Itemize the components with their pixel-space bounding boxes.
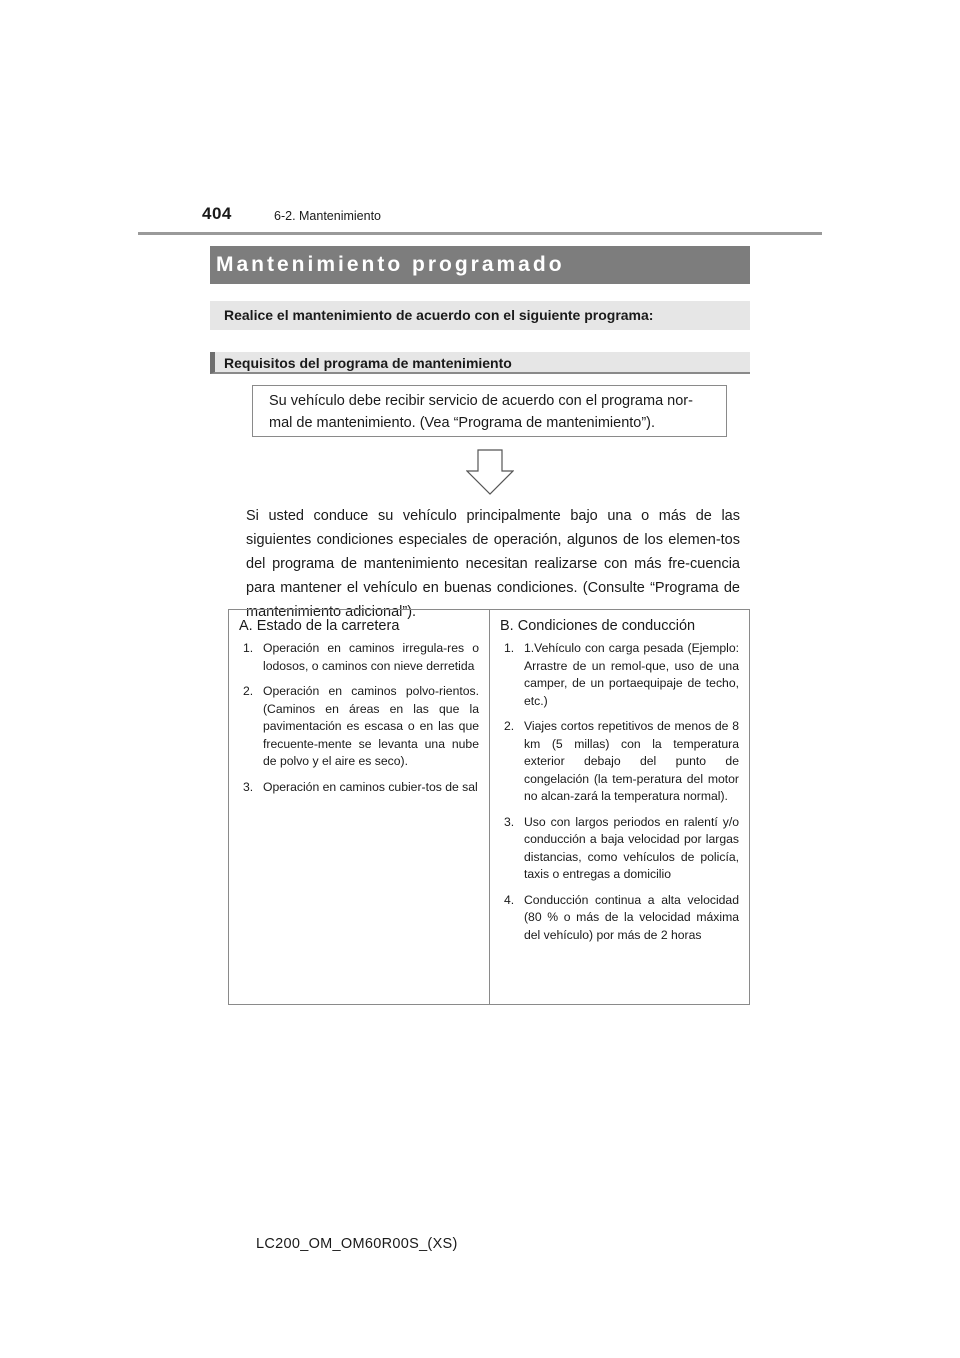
- list-item: 3. Uso con largos periodos en ralentí y/o conducción a baja velocidad por largas distancias, como vehículos de policía, taxis o entregas a domicilio: [504, 814, 739, 881]
- list-item: 1. 1.Vehículo con carga pesada (Ejemplo: Arrastre de un remol-que, uso de una camper, de un portaequipaje de techo, etc.): [504, 641, 739, 708]
- intro-heading: Realice el mantenimiento de acuerdo con el siguiente programa:: [210, 301, 750, 330]
- road-conditions-list: [239, 640, 481, 796]
- road-conditions-column: [229, 610, 489, 1004]
- down-arrow-icon: [466, 449, 514, 500]
- list-item: 1. Operación en caminos irregula-res o lodosos, o caminos con nieve derretida: [243, 641, 479, 673]
- section-reference: 6-2. Mantenimiento: [274, 209, 382, 223]
- page-number: 404: [202, 204, 232, 223]
- list-item: 2. Viajes cortos repetitivos de menos de 8 km (5 millas) con la temperatura exterior debajo del punto de congelación (la tem-peratura del motor no alcan-zará la temperatura normal).: [504, 719, 739, 803]
- conditions-table: [228, 609, 750, 1005]
- column-title-driving: B. Condiciones de conducción: [500, 618, 696, 634]
- list-item: 2. Operación en caminos polvo-rientos. (Caminos en áreas en las que la pavimentación es escasa o en las que frecuente-mente se levanta una nube de polvo y el aire es seco).: [243, 684, 479, 768]
- body-paragraph: Si usted conduce su vehículo principalmente bajo una o más de las siguientes condiciones especiales de operación, algunos de los elemen-tos del programa de mantenimiento necesitan realizarse con más fre-cuencia para mantener el vehículo en buenas condiciones. (Consulte “Programa de mantenimiento adicional”).: [246, 508, 740, 620]
- driving-conditions-column: [489, 610, 749, 1004]
- driving-conditions-list: [500, 640, 741, 944]
- page-title: Mantenimiento programado: [210, 246, 750, 284]
- header-divider: [138, 232, 822, 235]
- down-arrow-icon-svg: [466, 449, 514, 495]
- list-item: 4. Conducción continua a alta velocidad (80 % o más de la velocidad máxima del vehículo) por más de 2 horas: [504, 892, 739, 942]
- column-title-road: A. Estado de la carretera: [239, 618, 400, 634]
- subheading: Requisitos del programa de mantenimiento: [210, 352, 750, 374]
- notice-box: [252, 385, 727, 437]
- notice-text: Su vehículo debe recibir servicio de acuerdo con el programa nor-mal de mantenimiento. (Vea “Programa de mantenimiento”).: [269, 393, 693, 431]
- list-item: 3. Operación en caminos cubier-tos de sal: [243, 779, 478, 794]
- document-code: LC200_OM_OM60R00S_(XS): [256, 1236, 458, 1252]
